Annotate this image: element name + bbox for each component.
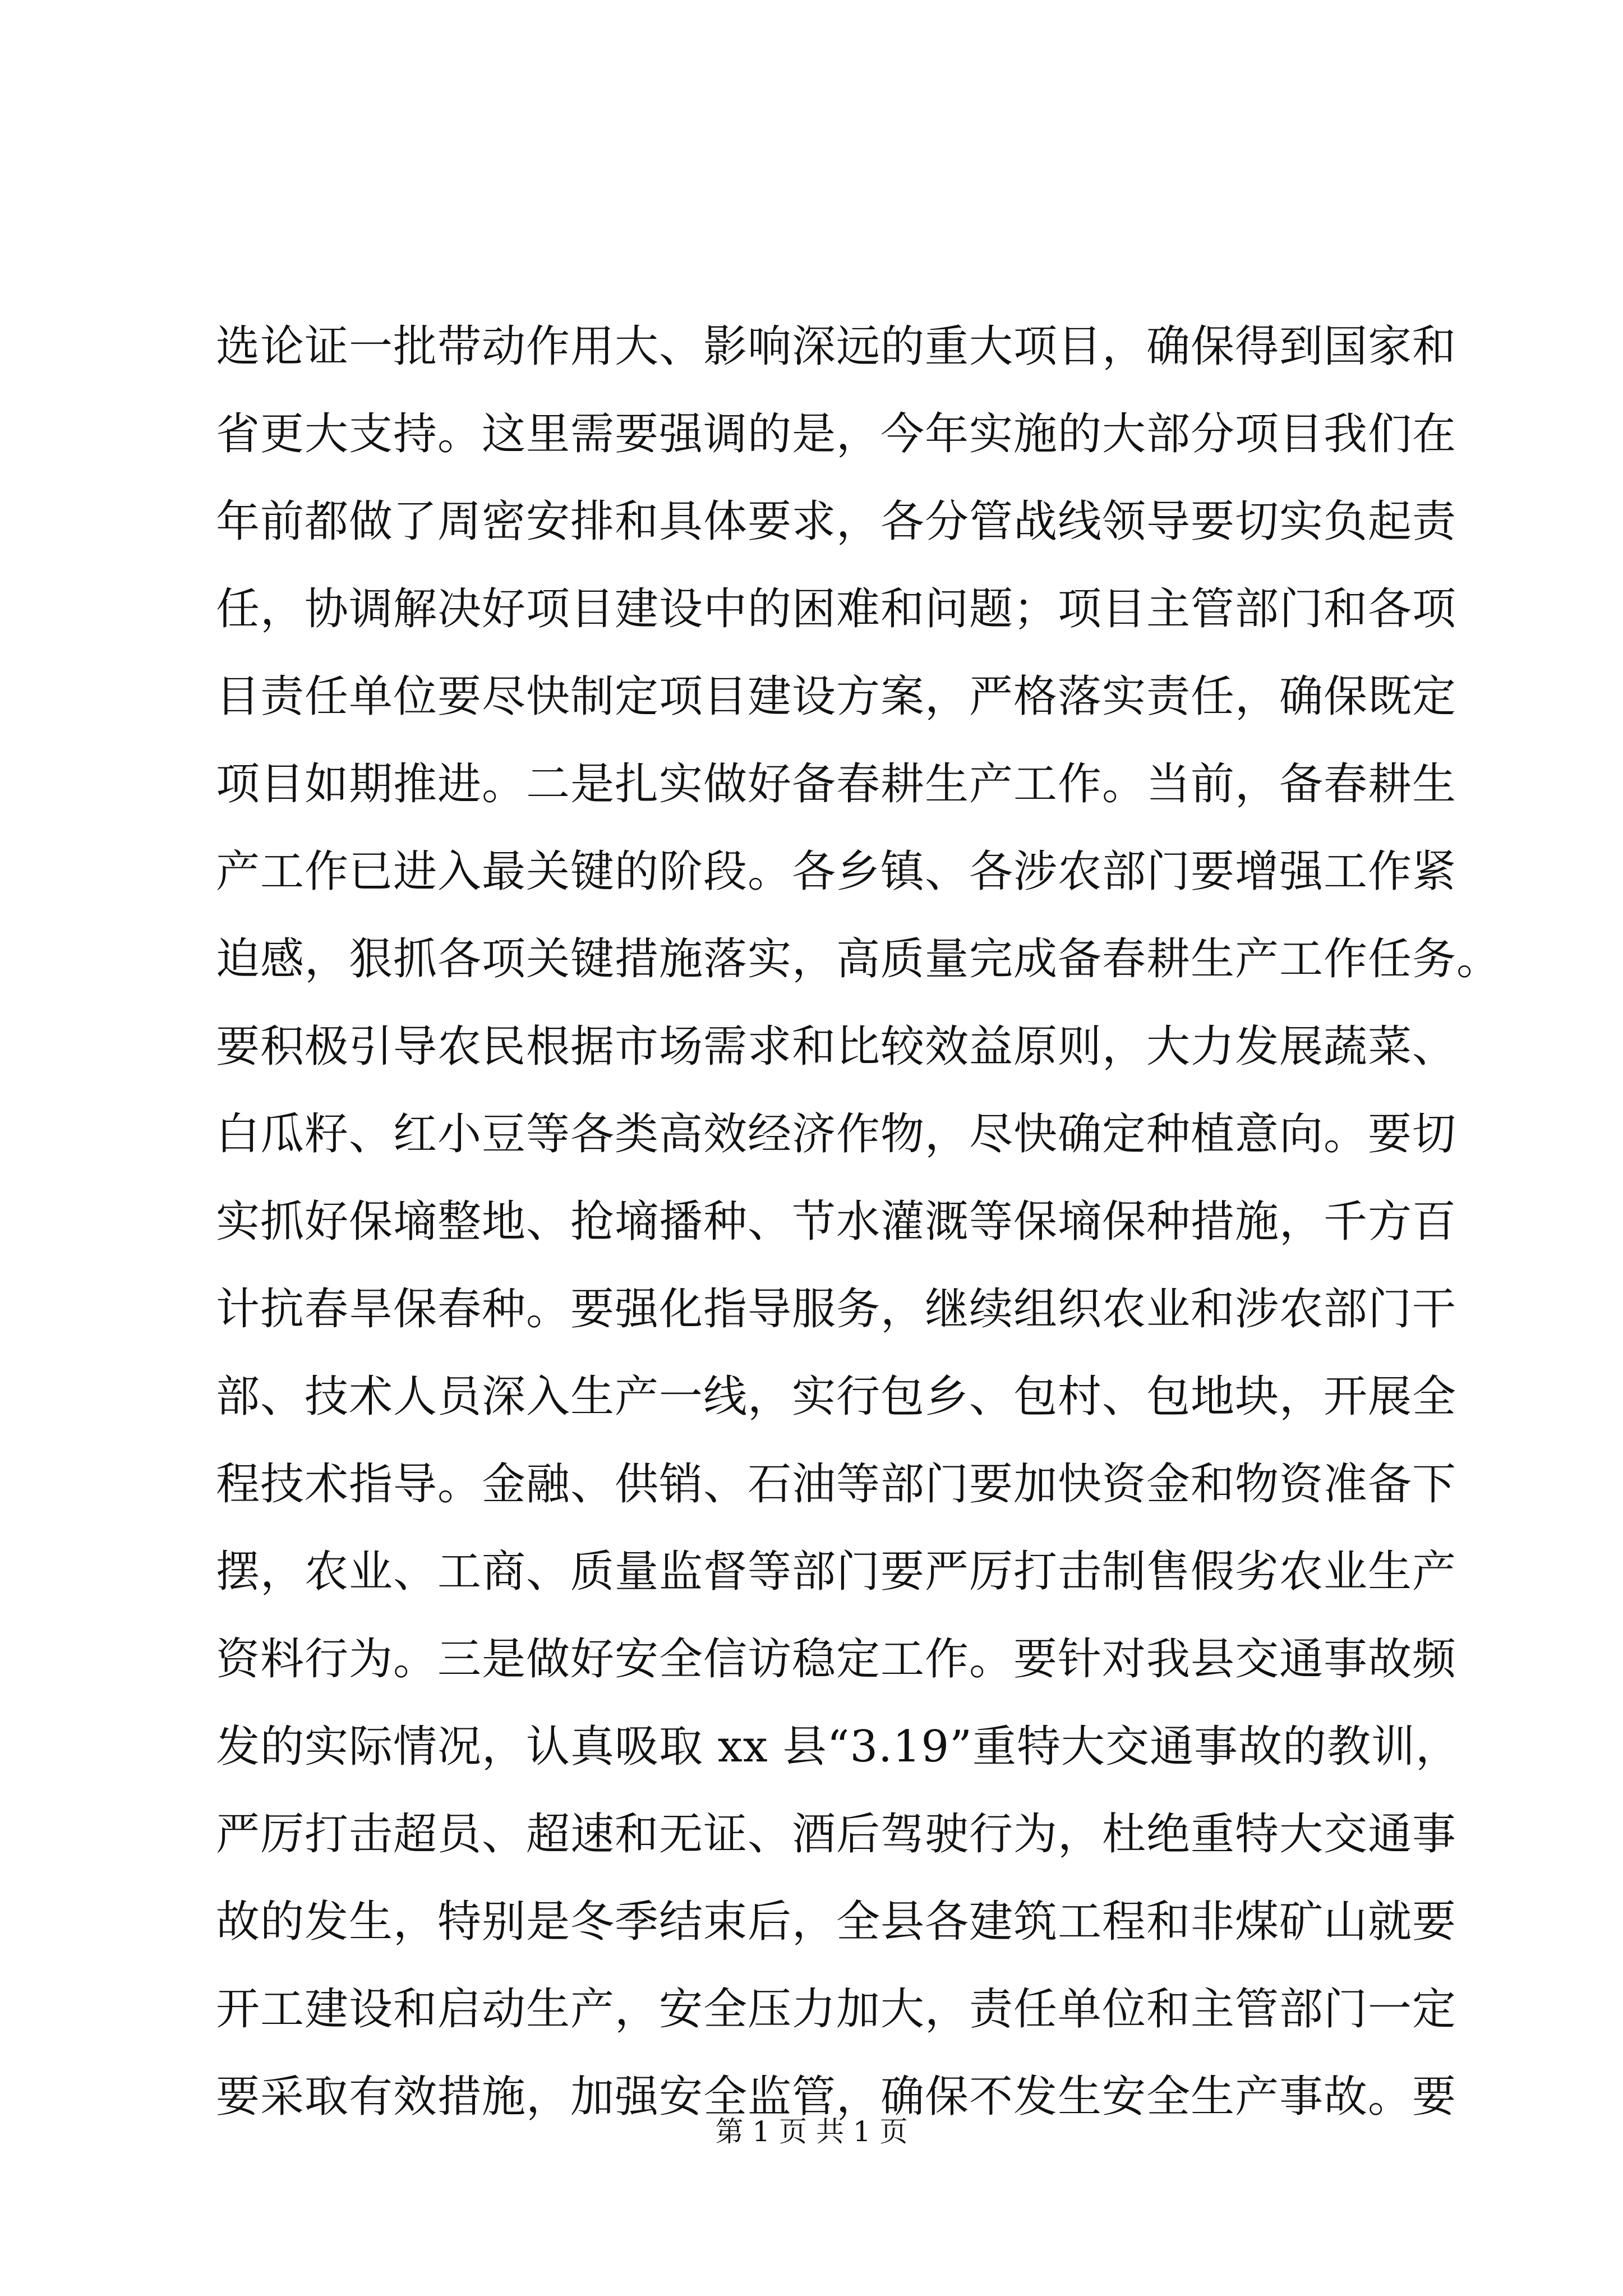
text-line: 白瓜籽、红小豆等各类高效经济作物，尽快确定种植意向。要切 [216,1109,1457,1159]
text-line: 要积极引导农民根据市场需求和比较效益原则，大力发展蔬菜、 [216,1022,1457,1072]
text-line: 年前都做了周密安排和具体要求，各分管战线领导要切实负起责 [216,496,1457,547]
text-line: 项目如期推进。二是扎实做好备春耕生产工作。当前，备春耕生 [216,759,1457,809]
text-line: 目责任单位要尽快制定项目建设方案，严格落实责任，确保既定 [216,671,1457,722]
text-line: 选论证一批带动作用大、影响深远的重大项目，确保得到国家和 [216,321,1457,372]
text-line: 严厉打击超员、超速和无证、酒后驾驶行为，杜绝重特大交通事 [216,1809,1457,1860]
text-line: 实抓好保墒整地、抢墒播种、节水灌溉等保墒保种措施，千方百 [216,1197,1457,1247]
text-line: 发的实际情况，认真吸取 xx 县“3.19”重特大交通事故的教训， [216,1722,1460,1772]
text-line: 程技术指导。金融、供销、石油等部门要加快资金和物资准备下 [216,1459,1457,1510]
text-line: 迫感，狠抓各项关键措施落实，高质量完成备春耕生产工作任务。 [216,934,1501,984]
text-line: 要采取有效措施，加强安全监管，确保不发生安全生产事故。要 [216,2072,1457,2122]
text-line: 开工建设和启动生产，安全压力加大，责任单位和主管部门一定 [216,1984,1457,2035]
text-line: 故的发生，特别是冬季结束后，全县各建筑工程和非煤矿山就要 [216,1897,1457,1947]
text-line: 部、技术人员深入生产一线，实行包乡、包村、包地块，开展全 [216,1372,1457,1422]
text-line: 省更大支持。这里需要强调的是，今年实施的大部分项目我们在 [216,409,1457,459]
text-line: 任，协调解决好项目建设中的困难和问题；项目主管部门和各项 [216,584,1457,634]
page-footer: 第 1 页 共 1 页 [715,2115,908,2148]
text-line: 计抗春旱保春种。要强化指导服务，继续组织农业和涉农部门干 [216,1284,1457,1335]
text-line: 资料行为。三是做好安全信访稳定工作。要针对我县交通事故频 [216,1634,1457,1685]
body-text [216,303,1501,2141]
text-line: 产工作已进入最关键的阶段。各乡镇、各涉农部门要增强工作紧 [216,846,1457,897]
text-line: 摆，农业、工商、质量监督等部门要严厉打击制售假劣农业生产 [216,1547,1457,1597]
